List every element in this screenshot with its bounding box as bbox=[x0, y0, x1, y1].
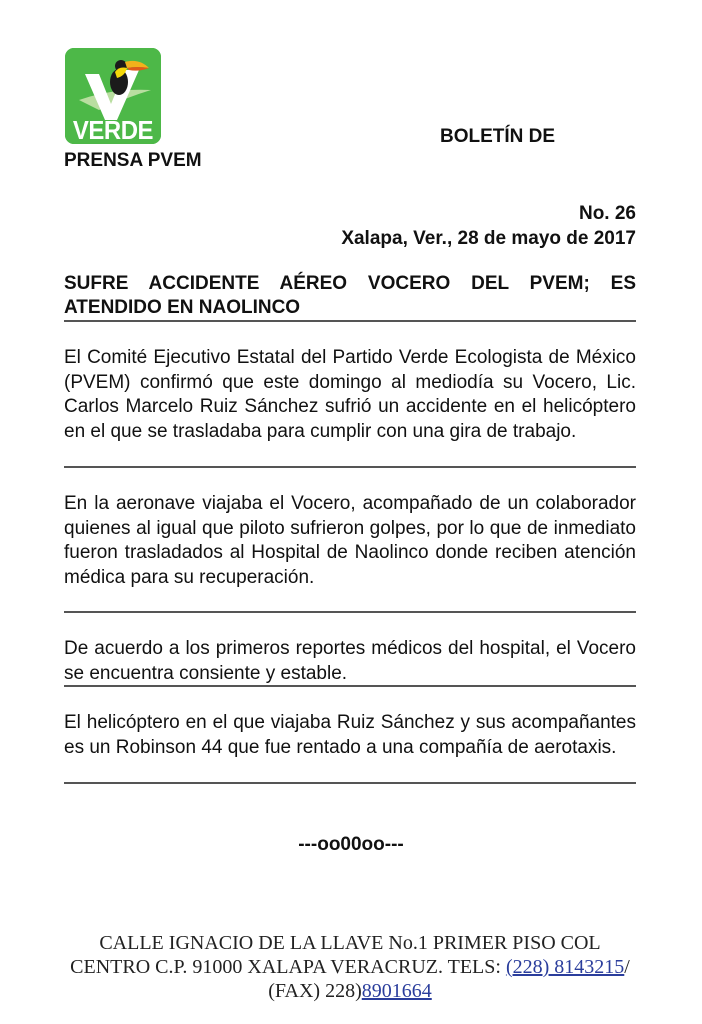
page-title: SUFRE ACCIDENTE AÉREO VOCERO DEL PVEM; ES ATENDIDO EN NAOLINCO bbox=[64, 273, 636, 318]
paragraph-2: En la aeronave viajaba el Vocero, acompañado de un colaborador quienes al igual que piloto sufrieron golpes, por lo que de inmediato fueron trasladados al Hospital de Naolinco donde reciben atención médica para su recuperación. bbox=[64, 493, 636, 588]
logo-text: VERDE bbox=[72, 115, 154, 144]
bulletin-number: No. 26 bbox=[578, 203, 636, 224]
paragraph-divider bbox=[64, 466, 636, 468]
phone-link[interactable]: (228) 8143215 bbox=[505, 956, 625, 978]
fax-link[interactable]: 8901664 bbox=[361, 980, 432, 1002]
paragraph-1: El Comité Ejecutivo Estatal del Partido Verde Ecologista de México (PVEM) confirmó que este domingo al mediodía su Vocero, Lic. Carlos Marcelo Ruiz Sánchez sufrió un accidente en el helicóptero en el que se trasladaba para cumplir con una gira de trabajo. bbox=[64, 347, 636, 442]
paragraph-divider bbox=[64, 782, 636, 784]
place-date: Xalapa, Ver., 28 de mayo de 2017 bbox=[341, 228, 636, 249]
header-line2: PRENSA PVEM bbox=[64, 150, 202, 171]
paragraph-4: El helicóptero en el que viajaba Ruiz Sánchez y sus acompañantes es un Robinson 44 que fue rentado a una compañía de aerotaxis. bbox=[64, 712, 636, 758]
fax-label: / (FAX) 228) bbox=[268, 956, 630, 1002]
paragraph-3: De acuerdo a los primeros reportes médicos del hospital, el Vocero se encuentra consiente y estable. bbox=[64, 638, 636, 684]
footer-address bbox=[60, 931, 640, 1003]
paragraph-divider bbox=[64, 685, 636, 687]
header-line1: BOLETÍN DE bbox=[440, 126, 556, 147]
paragraph-divider bbox=[64, 611, 636, 613]
address-text: CALLE IGNACIO DE LA LLAVE No.1 PRIMER PISO COL CENTRO C.P. 91000 XALAPA VERACRUZ. TELS: bbox=[70, 932, 601, 978]
pvem-verde-logo bbox=[65, 48, 161, 144]
end-separator: ---oo00oo--- bbox=[298, 834, 404, 855]
title-divider bbox=[64, 320, 636, 322]
